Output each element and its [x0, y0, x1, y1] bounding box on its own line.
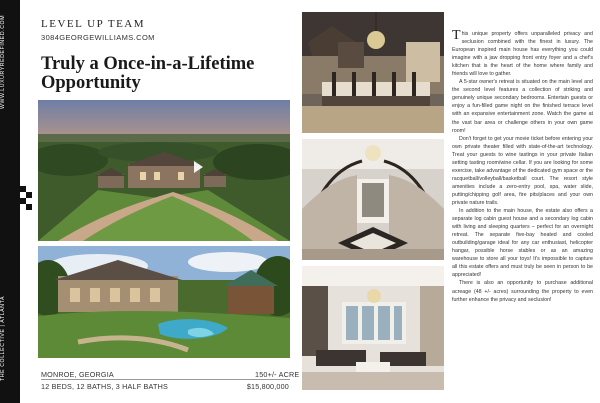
backyard-photo-art: [38, 246, 290, 358]
listing-title: Truly a Once-in-a-Lifetime Opportunity: [41, 54, 255, 93]
listing-location: MONROE, GEORGIA: [41, 370, 114, 379]
backyard-pool-photo: [38, 246, 290, 358]
aerial-photo-art: [38, 100, 290, 241]
listing-description: [452, 30, 593, 304]
description-paragraph: There is also an opportunity to purchase additional acreage (48 +/- acres) surrounding the property to even further enhance the privacy and seclusion!: [452, 280, 593, 303]
sidebar-url[interactable]: WWW.LUXURYREDEFINED.COM: [0, 14, 6, 110]
sidebar-brand: THE COLLECTIVE | ATLANTA: [0, 295, 6, 381]
details-divider: [41, 379, 290, 380]
aerial-estate-photo: [38, 100, 290, 241]
play-icon[interactable]: [194, 161, 203, 173]
living-room-photo: [302, 266, 444, 390]
description-paragraph: A 5-star owner's retreat is situated on the main level and the second level features a collection of striking and genuinely unique secondary bedrooms. Entertain guests or enjoy a fun-filled game night on the finished terrace level with an expansive entertainment zone. Watch the game at the vast bar area or challenge others in your own game room!: [452, 79, 593, 134]
listing-beds-baths: 12 BEDS, 12 BATHS, 3 HALF BATHS: [41, 382, 168, 391]
kitchen-photo-art: [302, 12, 444, 133]
listing-price: $15,800,000: [246, 382, 289, 391]
side-bar: [0, 0, 20, 403]
checker-ornament: [20, 186, 32, 210]
dropcap: T: [452, 28, 461, 43]
listing-acreage: 150+/- ACRE: [255, 370, 300, 379]
agent-email[interactable]: 3084GEORGEWILLIAMS.COM: [41, 33, 155, 42]
description-paragraph: In addition to the main house, the estate also offers a separate log cabin guest house and a secondary log cabin with living and sleeping quarters – perfect for an overnight retreat. The separate five-bay heated and cooled outbuilding/garage ideal for any car enthusiast, helicopter hangar, possible horse stables or as an amazing warehouse to store all your toys! It's impossible to capture all this estate offers and must truly be seen in person to be appreciated!: [452, 208, 593, 279]
description-paragraph: This unique property offers unparalleled privacy and seclusion combined with the finest in luxury. The European inspired main house has everything you could imagine with a jaw dropping front entry foyer and a chef's kitchen that is the heart of the home where family and friends will love to gather.: [452, 28, 593, 78]
living-room-photo-art: [302, 266, 444, 390]
kitchen-photo: [302, 12, 444, 133]
description-paragraph: Don't forget to get your movie ticket before entering your own private theater filled with state-of-the-art technology. Treat your guests to wine tastings in your private Italian setting tasting room/wine cellar. If you are looking for some exercise, take advantage of the dedicated gym space or the racquetball/volleyball/basketball court. The resort style amenities include a zero-entry pool, spa, water slide, putting/chipping golf area, fire pits/places and your own private nature trails.: [452, 135, 593, 206]
agent-name: LEVEL UP TEAM: [41, 18, 146, 30]
staircase-photo: [302, 139, 444, 260]
staircase-photo-art: [302, 139, 444, 260]
